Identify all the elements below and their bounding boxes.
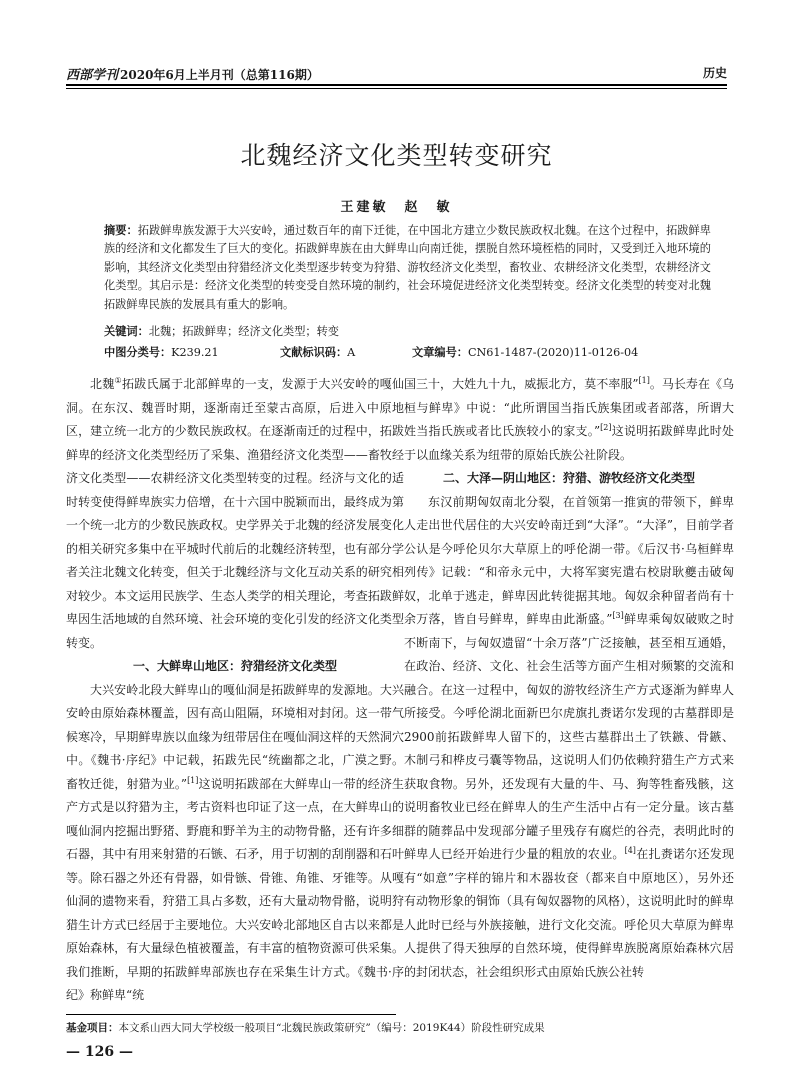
- keywords-text: 北魏；拓跋鲜卑；经济文化类型；转变: [148, 325, 339, 338]
- abstract-label: 摘要：: [104, 223, 138, 237]
- article-number: 文章编号：CN61-1487-(2020)11-0126-04: [412, 345, 639, 359]
- citation-marker: [1]: [187, 775, 199, 785]
- body-paragraph: 国三十，大姓九十九，威振北方，莫不率服”[1]。马长寿在《乌桓与鲜卑》中说：“此所谓国当指氏族集团或者部落，所谓大姓当指氏族或者比氏族较小的家支。”[2]这说明拓跋鲜卑此时处于以血缘关系为纽带的原始氏族公社阶段。: [404, 376, 734, 462]
- section-heading: 一、大鲜卑山地区：狩猎经济文化类型: [132, 659, 337, 673]
- classification-line: [104, 344, 711, 360]
- funding-text: 本文系山西大同大学校级一般项目“北魏民族政策研究”（编号：2019K44）阶段性研究成果: [118, 1022, 545, 1034]
- header-rule-thin: [66, 88, 727, 89]
- journal-logo: 西部学刊: [66, 68, 119, 83]
- body-column-left: [66, 373, 404, 1008]
- citation-marker: [4]: [624, 846, 636, 855]
- footnote-rule: [66, 1014, 396, 1015]
- article-authors: 王建敏 赵 敏: [340, 200, 453, 215]
- abstract-text: 拓跋鲜卑族发源于大兴安岭，通过数百年的南下迁徙，在中国北方建立少数民族政权北魏。在这个过程中，拓跋鲜卑族的经济和文化都发生了巨大的变化。拓跋鲜卑族在由大鲜卑山向南迁徙，摆脱自然环境桎梏的同时，又受到迁入地环境的影响，其经济文化类型由狩猎经济文化类型逐步转变为狩猎、游牧经济文化类型，畜牧业、农耕经济文化类型，农耕经济文化类型。其启示是：经济文化类型的转变受自然环境的制约，社会环境促进经济文化类型转变。经济文化类型的转变对北魏拓跋鲜卑民族的发展具有重大的影响。: [104, 224, 711, 311]
- body-paragraph: 大兴安岭北段大鲜卑山的嘎仙洞是拓跋鲜卑的发源地。大兴安岭由原始森林覆盖，因有高山阻隔，环境相对封闭。这一带气候寒冷，早期鲜卑族以血缘为纽带居住在嘎仙洞这样的天然洞穴中。《魏书·序纪》中记载，拓跋先民“统幽都之北，广漠之野。畜牧迁徙，射猎为业。”[1]这说明拓跋部在大鲜卑山一带的经济生产方式是以狩猎为主，考古资料也印证了这一点，在大鲜卑山的嘎仙洞内挖掘出野猪、野鹿和野羊为主的动物骨骼，还有许多细石器，其中有用来射猎的石镞、石矛，用于切割的刮削器和石叶等。除石器之外还有骨器，如骨镞、骨锥、角锥、牙锥等。从嘎仙洞的遗物来看，狩猎工具占多数，还有大量动物骨骼，说明狩猎生计方式已经居于主要地位。大兴安岭北部地区自古以来都是原始森林，有大量绿色植被覆盖，有丰富的植物资源可供采集。我们推断，早期的拓跋鲜卑部族也存在采集生计方式。《魏书·序纪》称鲜卑“统: [66, 682, 404, 1002]
- keywords: [104, 323, 711, 339]
- citation-marker: [2]: [600, 423, 612, 432]
- journal-info: [66, 64, 319, 83]
- keywords-label: 关键词：: [104, 324, 149, 338]
- header-rule: [66, 84, 727, 86]
- funding-note: [66, 1020, 727, 1035]
- page-header: [66, 62, 727, 84]
- document-code: 文献标识码：A: [280, 345, 356, 359]
- page-number: — 126 —: [66, 1044, 133, 1060]
- article-title: 北魏经济文化类型转变研究: [240, 141, 553, 170]
- footnote-marker: ①: [114, 376, 122, 385]
- abstract: [104, 221, 711, 314]
- section-heading: 二、大泽—阴山地区：狩猎、游牧经济文化类型: [442, 471, 695, 485]
- section-label: 历史: [702, 66, 727, 80]
- body-paragraph: 东汉前期匈奴南北分裂，在首领第一推寅的带领下，鲜卑人走出世代居住的大兴安岭南迁到“大泽”。“大泽”，目前学者公认是今呼伦贝尔大草原上的呼伦湖一带。《后汉书·乌桓鲜卑列传》记载：“和帝永元中，大将军窦宪遣右校尉耿夔击破匈奴，北单于逃走，鲜卑因此转徙据其地。匈奴余种留者尚有十余万落，皆自号鲜卑，鲜卑由此渐盛。”[3]鲜卑乘匈奴破败之时不断南下，与匈奴遗留“十余万落”广泛接触，甚至相互通婚，在政治、经济、文化、社会生活等方面产生相对频繁的交流和融合。在这一过程中，匈奴的游牧经济生产方式逐渐为鲜卑人所接受。今呼伦湖北面新巴尔虎旗扎赉诺尔发现的古墓群即是2900前拓跋鲜卑人留下的，这些古墓群出土了铁鏃、骨鏃、木制弓和桦皮弓囊等物品，这说明人们仍依赖狩猎生产方式来获取食物。另外，还发现有大量的牛、马、狗等牲畜残骸，这说明畜牧业已经在鲜卑人的生产生活中占有一定分量。该古墓群的随葬品中发现部分罐子里残存有腐烂的谷壳，表明此时的鲜卑人已经开始进行少量的粗放的农业。[4]在扎赉诺尔还发现有“如意”字样的锦片和木器妆奁（都来自中原地区），另外还有动物形象的铜饰（具有匈奴器物的风格），这说明此时的鲜卑人此时已经与外族接触，进行文化交流。呼伦贝大草原为鲜卑人提供了得天独厚的自然环境，使得鲜卑族脱离原始森林穴居的封闭状态，社会组织形式由原始氏族公社转: [404, 494, 735, 979]
- citation-marker: [3]: [612, 611, 624, 620]
- clc-number: 中图分类号：K239.21: [104, 345, 219, 359]
- body-paragraph: 北魏①拓跋氏属于北部鲜卑的一支，发源于大兴安岭的嘎仙洞。在东汉、魏晋时期，逐渐南迁至蒙古高原，后进入中原地区，建立统一北方的少数民族政权。在逐渐南迁的过程中，拓跋鲜卑的经济文化类型经历了采集、渔猎经济文化类型——畜牧经济文化类型——农耕经济文化类型转变的过程。经济与文化的适时转变使得鲜卑族实力倍增，在十六国中脱颖而出，最终成为第一个统一北方的少数民族政权。史学界关于北魏的经济发展变化的相关研究多集中在平城时代前后的北魏经济转型，也有部分学者关注北魏文化转变，但关于北魏经济与文化互动关系的研究相对较少。本文运用民族学、生态人类学的相关理论，考查拓跋鲜卑因生活地域的自然环境、社会环境的变化引发的经济文化类型转变。: [66, 376, 404, 650]
- journal-issue: 2020年6月上半月刊（总第116期）: [120, 68, 319, 82]
- citation-marker: [1]: [638, 376, 650, 385]
- body-column-right: [404, 373, 734, 984]
- funding-label: 基金项目：: [66, 1022, 119, 1034]
